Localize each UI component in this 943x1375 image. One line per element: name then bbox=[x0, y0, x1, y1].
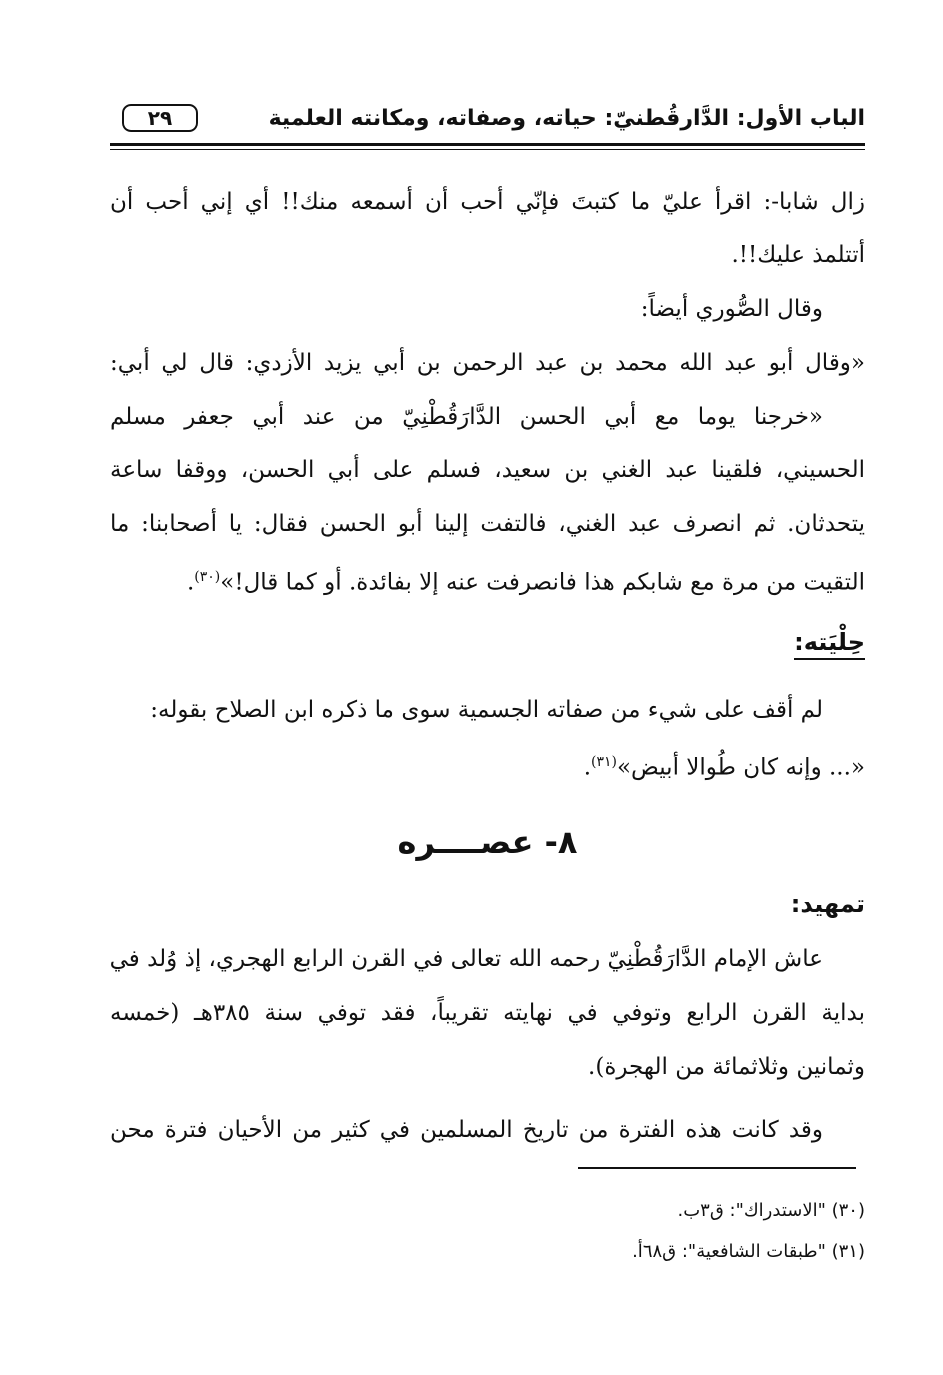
footnote-30: (٣٠) "الاستدراك": ق٣ب. bbox=[677, 1200, 865, 1221]
full-stop: . bbox=[583, 754, 591, 781]
full-stop: . bbox=[186, 569, 195, 596]
section-heading-hilyah bbox=[794, 625, 865, 659]
body-line: وقال الصُّوري أيضاً: bbox=[640, 296, 823, 322]
body-line: بداية القرن الرابع وتوفي في نهايته تقريباً، فقد توفي سنة ٣٨٥هـ (خمسه bbox=[110, 1000, 865, 1026]
body-line: وقد كانت هذه الفترة من تاريخ المسلمين في كثير من الأحيان فترة محن bbox=[110, 1117, 823, 1143]
quote-line: يتحدثان. ثم انصرف عبد الغني، فالتفت إلينا أبو الحسن فقال: يا أصحابنا: ما bbox=[110, 511, 865, 537]
section-title-era: ٨- عصــــره bbox=[397, 823, 578, 861]
quote-line: الحسيني، فلقينا عبد الغني بن سعيد، فسلم على أبي الحسن، ووقفا ساعة bbox=[110, 457, 865, 483]
quote-line: «وقال أبو عبد الله محمد بن عبد الرحمن بن أبي يزيد الأزدي: قال لي أبي: bbox=[110, 350, 865, 376]
header-rule bbox=[110, 143, 865, 146]
body-line bbox=[110, 745, 865, 785]
body-line: زال شابا-: اقرأ عليّ ما كتبتَ فإنّي أحب أن أسمعه منك!! أي إني أحب أن bbox=[110, 189, 865, 215]
page-number-badge: ٢٩ bbox=[122, 104, 198, 132]
quote-line bbox=[110, 560, 865, 600]
quote-line: «خرجنا يوما مع أبي الحسن الدَّارَقُطْنِيّ من عند أبي جعفر مسلم bbox=[110, 404, 823, 430]
footnote-31: (٣١) "طبقات الشافعية": ق٦٨أ. bbox=[632, 1241, 865, 1262]
running-header bbox=[110, 100, 865, 146]
body-line: وثمانين وثلاثمائة من الهجرة). bbox=[588, 1054, 865, 1080]
chapter-title: الباب الأول: الدَّارقُطنيّ: حياته، وصفاته، ومكانته العلمية bbox=[268, 106, 865, 131]
heading-hilyah-text: حِلْيَته: bbox=[794, 628, 865, 660]
quote-end-text: التقيت من مرة مع شابكم هذا فانصرفت عنه إلا بفائدة. أو كما قال!» bbox=[220, 569, 865, 596]
footnote-ref-31: (٣١) bbox=[591, 754, 617, 770]
footnote-ref-30: (٣٠) bbox=[194, 569, 221, 585]
section-heading-tamheed: تمهيد: bbox=[790, 890, 865, 918]
body-line: لم أقف على شيء من صفاته الجسمية سوى ما ذكره ابن الصلاح بقوله: bbox=[150, 697, 823, 723]
header-rule-thin bbox=[110, 149, 865, 150]
hilyah-quote: «... وإنه كان طُوالا أبيض» bbox=[616, 754, 865, 781]
body-line: عاش الإمام الدَّارَقُطْنِيّ رحمه الله تعالى في القرن الرابع الهجري، إذ وُلد في bbox=[109, 946, 823, 972]
body-line: أتتلمذ عليك!!. bbox=[731, 242, 865, 268]
footnote-separator bbox=[578, 1167, 856, 1169]
